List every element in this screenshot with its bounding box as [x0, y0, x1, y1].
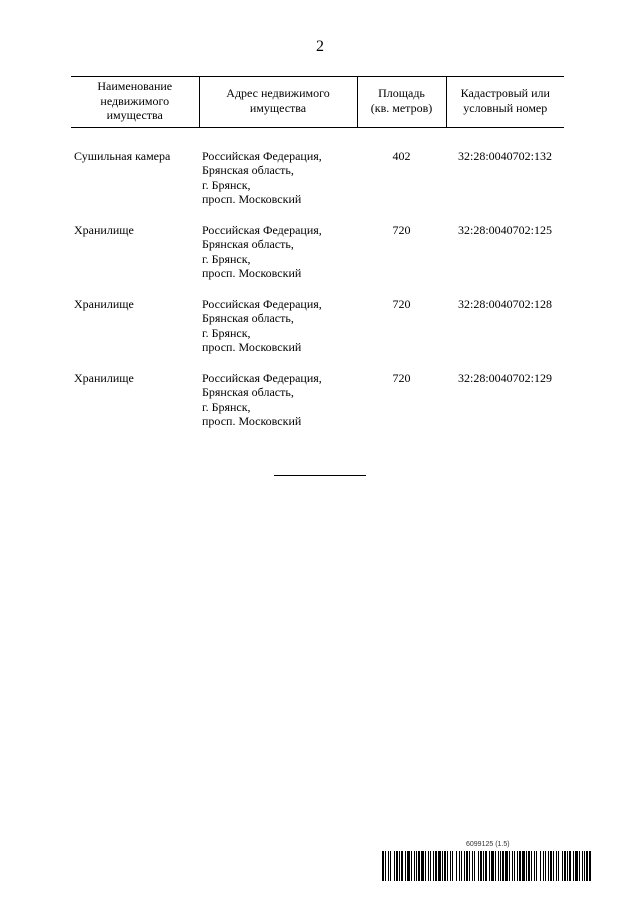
header-area-line: Площадь: [378, 86, 425, 101]
barcode-bar: [536, 851, 537, 881]
address-line: Российская Федерация,: [202, 148, 322, 163]
barcode-bar: [500, 851, 501, 881]
barcode-bar: [548, 851, 549, 881]
property-area: 720: [392, 222, 411, 237]
barcode-bar: [433, 851, 434, 881]
barcode-icon: [382, 851, 591, 881]
address-line: просп. Московский: [202, 266, 302, 280]
barcode-bar: [472, 851, 473, 881]
barcode-bar: [575, 851, 578, 881]
barcode-bar: [483, 851, 484, 881]
barcode-bar: [442, 851, 443, 881]
address-line: г. Брянск,: [202, 325, 251, 340]
barcode-bar: [461, 851, 462, 881]
barcode-bar: [464, 851, 465, 881]
end-separator-line: [274, 475, 366, 476]
barcode-caption: 6099125 (1.5): [466, 841, 510, 848]
barcode-bar: [421, 851, 424, 881]
property-name: Хранилище: [74, 296, 134, 311]
barcode-bar: [444, 851, 446, 881]
barcode-bar: [526, 851, 527, 881]
barcode-bar: [498, 851, 499, 881]
barcode-bar: [505, 851, 508, 881]
address-line: Российская Федерация,: [202, 296, 322, 311]
barcode-bar: [514, 851, 515, 881]
barcode-bar: [435, 851, 437, 881]
barcode-bar: [509, 851, 510, 881]
property-table: [71, 76, 564, 445]
barcode-bar: [459, 851, 460, 881]
barcode-bar: [519, 851, 521, 881]
barcode-bar: [582, 851, 583, 881]
barcode-bar: [428, 851, 429, 881]
header-cadastral-line: условный номер: [463, 100, 548, 115]
address-line: Брянская область,: [202, 311, 294, 325]
barcode-bar: [562, 851, 563, 881]
barcode-bar: [394, 851, 395, 881]
address-line: Российская Федерация,: [202, 222, 322, 237]
barcode-bar: [396, 851, 398, 881]
barcode-bar: [550, 851, 552, 881]
address-line: просп. Московский: [202, 414, 302, 428]
cadastral-number: 32:28:0040702:132: [457, 148, 552, 163]
barcode-bar: [450, 851, 451, 881]
barcode-bar: [584, 851, 585, 881]
barcode-bar: [534, 851, 535, 881]
barcode-bar: [452, 851, 453, 881]
table-row: [71, 223, 564, 297]
barcode-bar: [388, 851, 389, 881]
address-line: Брянская область,: [202, 385, 294, 399]
barcode-bar: [485, 851, 487, 881]
header-name-line: недвижимого: [100, 93, 170, 108]
barcode-bar: [586, 851, 588, 881]
barcode-bar: [564, 851, 566, 881]
barcode-bar: [399, 851, 400, 881]
barcode-bar: [407, 851, 410, 881]
barcode-bar: [569, 851, 571, 881]
barcode-bar: [589, 851, 591, 881]
address-line: Российская Федерация,: [202, 370, 322, 385]
barcode-bar: [466, 851, 468, 881]
barcode-bar: [414, 851, 415, 881]
property-area: 402: [392, 148, 411, 163]
barcode-bar: [480, 851, 482, 881]
barcode-bar: [469, 851, 470, 881]
table-row: [71, 371, 564, 445]
barcode-bar: [573, 851, 574, 881]
barcode-bar: [512, 851, 513, 881]
barcode-bar: [390, 851, 391, 881]
table-row: [71, 127, 564, 223]
property-address: [199, 127, 357, 223]
barcode-bar: [543, 851, 544, 881]
barcode-bar: [545, 851, 546, 881]
barcode-bar: [425, 851, 426, 881]
address-line: г. Брянск,: [202, 251, 251, 266]
property-name: Хранилище: [74, 222, 134, 237]
barcode-bar: [522, 851, 525, 881]
barcode-bar: [491, 851, 494, 881]
property-name: Сушильная камера: [74, 148, 171, 163]
header-cadastral-line: Кадастровый или: [460, 86, 550, 101]
barcode-bar: [418, 851, 420, 881]
barcode-bar: [489, 851, 490, 881]
page-number: 2: [316, 38, 324, 55]
property-area: 720: [392, 370, 411, 385]
address-line: Брянская область,: [202, 163, 294, 177]
address-line: просп. Московский: [202, 340, 302, 354]
barcode-bar: [405, 851, 406, 881]
header-address-line: Адрес недвижимого: [226, 86, 330, 101]
barcode-bar: [416, 851, 417, 881]
barcode-bar: [385, 851, 386, 881]
barcode-bar: [478, 851, 479, 881]
barcode-bar: [531, 851, 532, 881]
header-name: [71, 77, 199, 128]
barcode-bar: [502, 851, 504, 881]
barcode-bar: [456, 851, 457, 881]
header-address: [199, 77, 357, 128]
barcode-bar: [540, 851, 541, 881]
barcode-bar: [401, 851, 403, 881]
property-name: Хранилище: [74, 370, 134, 385]
barcode-bar: [528, 851, 530, 881]
barcode-bar: [556, 851, 557, 881]
header-cadastral: [446, 77, 564, 128]
barcode-bar: [567, 851, 568, 881]
table-row: [71, 297, 564, 371]
address-line: г. Брянск,: [202, 399, 251, 414]
table-header-row: [71, 77, 564, 128]
cadastral-number: 32:28:0040702:128: [457, 296, 552, 311]
header-address-line: имущества: [249, 100, 307, 115]
property-address: [199, 223, 357, 297]
cadastral-number: 32:28:0040702:129: [457, 370, 552, 385]
address-line: г. Брянск,: [202, 177, 251, 192]
barcode-bar: [474, 851, 475, 881]
barcode-bar: [411, 851, 412, 881]
barcode-bar: [517, 851, 518, 881]
barcode-bar: [553, 851, 554, 881]
header-area-line: (кв. метров): [370, 100, 433, 115]
address-line: Брянская область,: [202, 237, 294, 251]
address-line: просп. Московский: [202, 192, 302, 206]
header-name-line: Наименование: [97, 79, 173, 93]
header-area: [357, 77, 446, 128]
barcode-bar: [579, 851, 580, 881]
property-address: [199, 297, 357, 371]
barcode-bar: [558, 851, 559, 881]
barcode-bar: [438, 851, 441, 881]
barcode-bar: [495, 851, 496, 881]
barcode-bar: [430, 851, 431, 881]
barcode-bar: [382, 851, 384, 881]
property-area: 720: [392, 296, 411, 311]
cadastral-number: 32:28:0040702:125: [457, 222, 552, 237]
barcode-bar: [447, 851, 448, 881]
property-address: [199, 371, 357, 445]
header-name-line: имущества: [106, 108, 163, 122]
